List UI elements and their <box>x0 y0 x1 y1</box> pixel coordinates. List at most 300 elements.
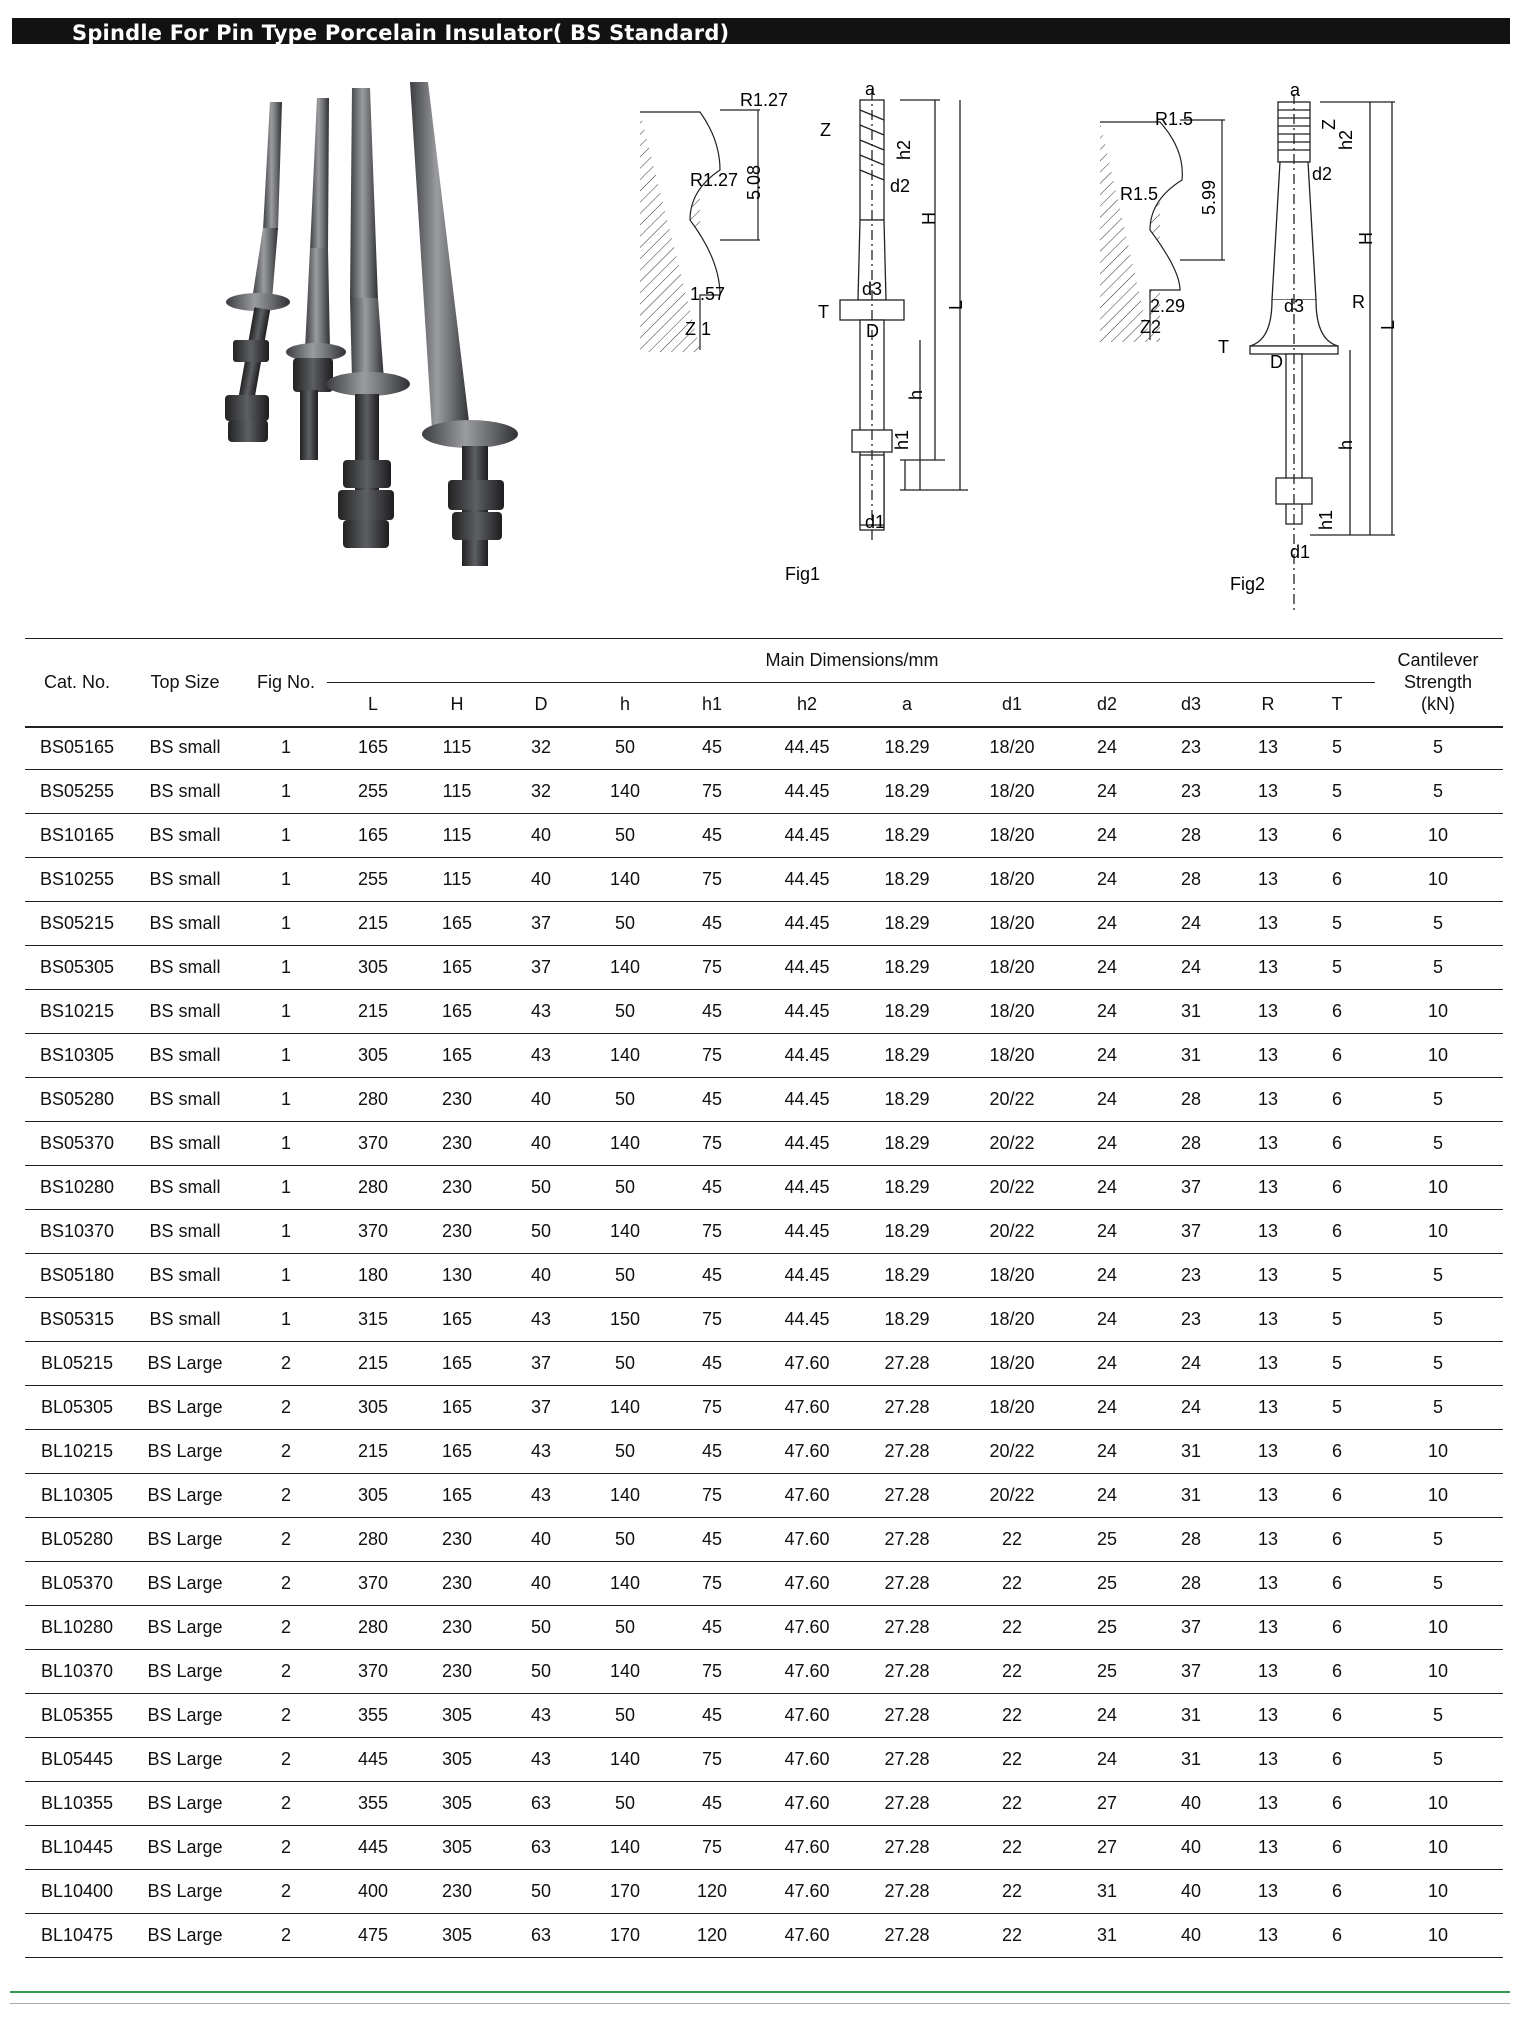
z1-dim-w: 1.57 <box>690 284 726 304</box>
table-cell: 25 <box>1067 1606 1147 1650</box>
figures-area <box>0 50 1521 610</box>
table-cell: 13 <box>1235 1914 1301 1958</box>
table-cell: BS Large <box>129 1606 241 1650</box>
table-cell: BS small <box>129 902 241 946</box>
table-cell: 2 <box>241 1518 331 1562</box>
table-cell: BS10215 <box>25 990 129 1034</box>
table-cell: BS05165 <box>25 726 129 770</box>
table-cell: BL10305 <box>25 1474 129 1518</box>
table-cell: 50 <box>583 902 667 946</box>
table-cell: 47.60 <box>757 1650 857 1694</box>
col-header-h1: h1 <box>701 693 723 714</box>
table-cell: BS small <box>129 770 241 814</box>
table-cell: 5 <box>1373 1694 1503 1738</box>
table-cell: 13 <box>1235 1650 1301 1694</box>
table-cell: 18.29 <box>857 726 957 770</box>
table-cell: BS05370 <box>25 1122 129 1166</box>
table-cell: 75 <box>667 1122 757 1166</box>
table-cell: 13 <box>1235 1694 1301 1738</box>
col-header-d2: d2 <box>1096 693 1118 714</box>
table-cell: 215 <box>331 902 415 946</box>
table-cell: 44.45 <box>757 1166 857 1210</box>
table-cell: 40 <box>499 814 583 858</box>
table-cell: BL10475 <box>25 1914 129 1958</box>
table-cell: 28 <box>1147 1122 1235 1166</box>
table-cell: 24 <box>1067 946 1147 990</box>
table-cell: BS10255 <box>25 858 129 902</box>
fig1-H: H <box>919 212 939 225</box>
cant-line-3: (kN) <box>1421 694 1455 714</box>
table-cell: 40 <box>1147 1826 1235 1870</box>
table-cell: 37 <box>499 1342 583 1386</box>
fig1-a: a <box>865 79 876 99</box>
table-cell: 23 <box>1147 1298 1235 1342</box>
z2-label: Z2 <box>1140 317 1162 337</box>
table-cell: 165 <box>415 1430 499 1474</box>
table-cell: 5 <box>1301 770 1373 814</box>
table-cell: 75 <box>667 1474 757 1518</box>
col-header-fig: Fig No. <box>256 671 316 692</box>
table-cell: BS05280 <box>25 1078 129 1122</box>
table-cell: 22 <box>957 1562 1067 1606</box>
table-cell: 24 <box>1067 814 1147 858</box>
table-cell: BL10370 <box>25 1650 129 1694</box>
table-cell: 6 <box>1301 1606 1373 1650</box>
table-cell: 305 <box>331 1386 415 1430</box>
table-cell: 40 <box>499 1562 583 1606</box>
col-header-d3: d3 <box>1180 693 1202 714</box>
table-cell: 2 <box>241 1694 331 1738</box>
table-cell: 63 <box>499 1826 583 1870</box>
table-cell: 5 <box>1301 902 1373 946</box>
table-cell: 130 <box>415 1254 499 1298</box>
table-cell: 165 <box>415 1474 499 1518</box>
table-cell: 18/20 <box>957 858 1067 902</box>
table-cell: 44.45 <box>757 814 857 858</box>
table-cell: 10 <box>1373 1430 1503 1474</box>
table-cell: 47.60 <box>757 1914 857 1958</box>
table-cell: 27.28 <box>857 1518 957 1562</box>
table-cell: 5 <box>1373 1738 1503 1782</box>
table-cell: 24 <box>1067 726 1147 770</box>
table-cell: 31 <box>1067 1870 1147 1914</box>
table-cell: 165 <box>415 1298 499 1342</box>
table-cell: 6 <box>1301 1826 1373 1870</box>
table-cell: 22 <box>957 1650 1067 1694</box>
table-cell: 23 <box>1147 726 1235 770</box>
table-cell: 140 <box>583 1650 667 1694</box>
col-header-top-size: Top Size <box>150 671 220 692</box>
table-cell: 13 <box>1235 858 1301 902</box>
table-cell: 1 <box>241 1298 331 1342</box>
table-cell: 6 <box>1301 1694 1373 1738</box>
spindle-3 <box>326 88 410 548</box>
fig2-L: L <box>1378 319 1398 330</box>
table-cell: BS Large <box>129 1474 241 1518</box>
table-cell: 50 <box>499 1650 583 1694</box>
table-cell: 10 <box>1373 1474 1503 1518</box>
table-cell: 13 <box>1235 1430 1301 1474</box>
z1-dim-r2: R1.27 <box>690 170 739 190</box>
table-cell: 2 <box>241 1914 331 1958</box>
table-cell: 5 <box>1301 1298 1373 1342</box>
table-cell: 5 <box>1373 1298 1503 1342</box>
table-cell: 31 <box>1147 1034 1235 1078</box>
table-cell: 2 <box>241 1650 331 1694</box>
table-cell: 50 <box>583 1694 667 1738</box>
table-cell: 75 <box>667 1386 757 1430</box>
table-cell: 6 <box>1301 1518 1373 1562</box>
table-cell: 2 <box>241 1738 331 1782</box>
table-cell: BL10215 <box>25 1430 129 1474</box>
table-cell: 140 <box>583 1386 667 1430</box>
table-cell: 165 <box>415 902 499 946</box>
table-cell: 1 <box>241 946 331 990</box>
table-row <box>25 726 1503 770</box>
table-cell: 115 <box>415 814 499 858</box>
table-cell: 2 <box>241 1606 331 1650</box>
table-cell: 50 <box>583 1518 667 1562</box>
table-cell: 27.28 <box>857 1914 957 1958</box>
spec-table <box>25 638 1503 1958</box>
table-cell: 45 <box>667 1606 757 1650</box>
table-cell: BS small <box>129 1078 241 1122</box>
cant-line-1: Cantilever <box>1397 650 1479 670</box>
table-cell: 37 <box>499 902 583 946</box>
table-cell: 40 <box>499 1122 583 1166</box>
table-cell: 165 <box>415 1034 499 1078</box>
table-cell: 43 <box>499 1738 583 1782</box>
footer-rule-thin <box>10 2003 1510 2004</box>
table-cell: 75 <box>667 1826 757 1870</box>
table-cell: BL05355 <box>25 1694 129 1738</box>
table-cell: BS05180 <box>25 1254 129 1298</box>
table-cell: 43 <box>499 1298 583 1342</box>
fig1-h1: h1 <box>892 429 912 450</box>
table-cell: 215 <box>331 1342 415 1386</box>
table-cell: 37 <box>1147 1210 1235 1254</box>
table-cell: 120 <box>667 1914 757 1958</box>
table-cell: 13 <box>1235 1078 1301 1122</box>
table-cell: 44.45 <box>757 858 857 902</box>
table-cell: 24 <box>1067 1386 1147 1430</box>
table-cell: 6 <box>1301 1562 1373 1606</box>
table-body <box>25 726 1503 1958</box>
table-row <box>25 1386 1503 1430</box>
table-cell: 25 <box>1067 1650 1147 1694</box>
table-cell: 45 <box>667 1782 757 1826</box>
table-cell: 47.60 <box>757 1606 857 1650</box>
table-cell: 50 <box>583 990 667 1034</box>
table-cell: BS small <box>129 858 241 902</box>
table-cell: 150 <box>583 1298 667 1342</box>
table-cell: 13 <box>1235 770 1301 814</box>
table-cell: 24 <box>1067 1298 1147 1342</box>
table-cell: 5 <box>1373 946 1503 990</box>
table-row <box>25 1650 1503 1694</box>
table-cell: 24 <box>1067 1034 1147 1078</box>
table-cell: BS small <box>129 1166 241 1210</box>
table-cell: 10 <box>1373 1870 1503 1914</box>
table-cell: 18/20 <box>957 726 1067 770</box>
table-cell: 13 <box>1235 1562 1301 1606</box>
table-cell: 10 <box>1373 1826 1503 1870</box>
table-cell: BL05305 <box>25 1386 129 1430</box>
table-cell: BS small <box>129 1254 241 1298</box>
table-row <box>25 1298 1503 1342</box>
table-cell: 305 <box>415 1914 499 1958</box>
table-cell: 44.45 <box>757 902 857 946</box>
table-cell: 2 <box>241 1870 331 1914</box>
table-cell: 10 <box>1373 1606 1503 1650</box>
table-cell: 50 <box>499 1870 583 1914</box>
table-cell: 6 <box>1301 1034 1373 1078</box>
table-cell: 18.29 <box>857 990 957 1034</box>
table-cell: 1 <box>241 902 331 946</box>
table-cell: 50 <box>583 726 667 770</box>
table-cell: 5 <box>1373 1518 1503 1562</box>
table-cell: 115 <box>415 858 499 902</box>
table-cell: 2 <box>241 1474 331 1518</box>
table-cell: 6 <box>1301 1078 1373 1122</box>
table-cell: 31 <box>1067 1914 1147 1958</box>
table-cell: BS Large <box>129 1694 241 1738</box>
table-cell: 18/20 <box>957 1386 1067 1430</box>
table-cell: 63 <box>499 1782 583 1826</box>
table-cell: 18.29 <box>857 1298 957 1342</box>
table-cell: 13 <box>1235 1034 1301 1078</box>
table-cell: 47.60 <box>757 1562 857 1606</box>
table-cell: 18.29 <box>857 946 957 990</box>
fig1-h2: h2 <box>894 139 914 160</box>
fig2-a: a <box>1290 80 1301 100</box>
table-cell: 27.28 <box>857 1870 957 1914</box>
table-cell: 230 <box>415 1870 499 1914</box>
fig1-T: T <box>818 302 829 322</box>
fig1-D: D <box>866 321 879 341</box>
table-cell: 140 <box>583 858 667 902</box>
table-cell: 13 <box>1235 902 1301 946</box>
table-cell: BL10445 <box>25 1826 129 1870</box>
table-cell: 13 <box>1235 1474 1301 1518</box>
table-cell: 24 <box>1067 1694 1147 1738</box>
table-cell: 45 <box>667 1430 757 1474</box>
table-cell: 45 <box>667 902 757 946</box>
table-cell: 20/22 <box>957 1166 1067 1210</box>
table-row <box>25 902 1503 946</box>
table-cell: 6 <box>1301 1914 1373 1958</box>
table-cell: 50 <box>583 1430 667 1474</box>
table-cell: 63 <box>499 1914 583 1958</box>
table-cell: 22 <box>957 1782 1067 1826</box>
table-cell: 445 <box>331 1826 415 1870</box>
table-cell: 13 <box>1235 1738 1301 1782</box>
table-row <box>25 1034 1503 1078</box>
table-cell: 10 <box>1373 1034 1503 1078</box>
table-cell: 24 <box>1147 1342 1235 1386</box>
table-cell: BL05445 <box>25 1738 129 1782</box>
table-cell: 31 <box>1147 1738 1235 1782</box>
table-cell: 40 <box>1147 1782 1235 1826</box>
table-cell: 24 <box>1067 1738 1147 1782</box>
table-cell: 165 <box>415 990 499 1034</box>
table-cell: 10 <box>1373 1914 1503 1958</box>
table-cell: 5 <box>1301 1342 1373 1386</box>
table-cell: 1 <box>241 1254 331 1298</box>
table-cell: 5 <box>1373 770 1503 814</box>
table-cell: BS Large <box>129 1738 241 1782</box>
col-header-h2: h2 <box>796 693 818 714</box>
table-cell: 18.29 <box>857 1122 957 1166</box>
table-cell: 13 <box>1235 814 1301 858</box>
table-cell: 18.29 <box>857 1210 957 1254</box>
table-cell: 18/20 <box>957 770 1067 814</box>
table-cell: 165 <box>415 1342 499 1386</box>
fig1-L: L <box>946 299 966 310</box>
table-row <box>25 1562 1503 1606</box>
table-cell: 305 <box>331 1474 415 1518</box>
table-cell: 31 <box>1147 1430 1235 1474</box>
col-header-H: H <box>450 693 464 714</box>
table-cell: 31 <box>1147 990 1235 1034</box>
table-cell: 47.60 <box>757 1518 857 1562</box>
table-cell: 18.29 <box>857 858 957 902</box>
table-cell: 44.45 <box>757 1210 857 1254</box>
table-cell: 20/22 <box>957 1078 1067 1122</box>
table-cell: 140 <box>583 1562 667 1606</box>
fig2-d3: d3 <box>1284 296 1305 316</box>
table-cell: 230 <box>415 1166 499 1210</box>
table-cell: 5 <box>1301 1386 1373 1430</box>
col-header-D: D <box>534 693 548 714</box>
table-cell: 24 <box>1147 1386 1235 1430</box>
table-cell: 6 <box>1301 1870 1373 1914</box>
table-cell: 18.29 <box>857 1254 957 1298</box>
table-cell: 305 <box>415 1694 499 1738</box>
table-cell: 140 <box>583 1738 667 1782</box>
table-row <box>25 1870 1503 1914</box>
table-cell: 75 <box>667 1034 757 1078</box>
fig1-h: h <box>906 389 926 400</box>
table-cell: BS Large <box>129 1870 241 1914</box>
table-cell: 2 <box>241 1782 331 1826</box>
table-cell: 47.60 <box>757 1342 857 1386</box>
table-cell: 31 <box>1147 1694 1235 1738</box>
table-cell: 13 <box>1235 1518 1301 1562</box>
table-row <box>25 1606 1503 1650</box>
table-cell: 165 <box>415 1386 499 1430</box>
table-cell: 5 <box>1373 1078 1503 1122</box>
table-cell: 28 <box>1147 1518 1235 1562</box>
table-row <box>25 1122 1503 1166</box>
table-cell: 115 <box>415 726 499 770</box>
table-cell: BS small <box>129 1034 241 1078</box>
table-cell: BS10370 <box>25 1210 129 1254</box>
fig2-label: Fig2 <box>1230 574 1266 594</box>
table-cell: 75 <box>667 1650 757 1694</box>
table-cell: 40 <box>499 1518 583 1562</box>
table-cell: 18/20 <box>957 814 1067 858</box>
table-cell: 50 <box>499 1606 583 1650</box>
table-cell: 6 <box>1301 1650 1373 1694</box>
table-cell: 6 <box>1301 814 1373 858</box>
table-cell: 45 <box>667 726 757 770</box>
table-cell: 50 <box>583 1606 667 1650</box>
table-cell: 37 <box>499 946 583 990</box>
table-cell: 22 <box>957 1518 1067 1562</box>
fig1-d3: d3 <box>862 279 883 299</box>
fig2-z: Z <box>1319 119 1339 130</box>
table-cell: 37 <box>1147 1650 1235 1694</box>
table-cell: 370 <box>331 1210 415 1254</box>
table-cell: 45 <box>667 1078 757 1122</box>
table-cell: 13 <box>1235 1210 1301 1254</box>
table-cell: 44.45 <box>757 1034 857 1078</box>
table-cell: 280 <box>331 1078 415 1122</box>
table-cell: 24 <box>1147 946 1235 990</box>
table-cell: BS05305 <box>25 946 129 990</box>
table-cell: 45 <box>667 990 757 1034</box>
table-cell: 18/20 <box>957 1342 1067 1386</box>
table-cell: 140 <box>583 1210 667 1254</box>
z2-dim-w: 2.29 <box>1150 296 1186 316</box>
table-cell: BS10165 <box>25 814 129 858</box>
table-cell: 230 <box>415 1650 499 1694</box>
table-cell: 18/20 <box>957 1254 1067 1298</box>
table-row <box>25 1474 1503 1518</box>
z1-label: Z 1 <box>685 319 712 339</box>
table-cell: 50 <box>499 1166 583 1210</box>
table-cell: 10 <box>1373 1782 1503 1826</box>
table-cell: 32 <box>499 726 583 770</box>
fig2-T: T <box>1218 337 1229 357</box>
table-cell: 24 <box>1067 1474 1147 1518</box>
table-cell: 13 <box>1235 946 1301 990</box>
table-cell: BS05215 <box>25 902 129 946</box>
table-cell: 27 <box>1067 1782 1147 1826</box>
table-row <box>25 990 1503 1034</box>
table-cell: 27.28 <box>857 1782 957 1826</box>
table-cell: 23 <box>1147 1254 1235 1298</box>
table-cell: 44.45 <box>757 1122 857 1166</box>
table-cell: 140 <box>583 946 667 990</box>
col-header-R: R <box>1261 693 1275 714</box>
col-header-a: a <box>901 693 912 714</box>
table-cell: 47.60 <box>757 1870 857 1914</box>
table-cell: 47.60 <box>757 1826 857 1870</box>
table-cell: 50 <box>583 1342 667 1386</box>
table-cell: 75 <box>667 1210 757 1254</box>
table-cell: 44.45 <box>757 1254 857 1298</box>
table-cell: 1 <box>241 858 331 902</box>
col-header-cat: Cat. No. <box>43 671 111 692</box>
table-cell: 31 <box>1147 1474 1235 1518</box>
table-cell: 40 <box>1147 1914 1235 1958</box>
table-cell: BS small <box>129 1122 241 1166</box>
table-cell: 18.29 <box>857 1166 957 1210</box>
table-cell: 18.29 <box>857 1034 957 1078</box>
spindle-photo <box>225 82 518 566</box>
table-cell: 2 <box>241 1826 331 1870</box>
table-row <box>25 1518 1503 1562</box>
table-cell: 280 <box>331 1606 415 1650</box>
spindle-4 <box>410 82 518 566</box>
table-cell: 13 <box>1235 990 1301 1034</box>
table-cell: 27.28 <box>857 1342 957 1386</box>
table-cell: 120 <box>667 1870 757 1914</box>
table-cell: BL10355 <box>25 1782 129 1826</box>
table-cell: 47.60 <box>757 1474 857 1518</box>
